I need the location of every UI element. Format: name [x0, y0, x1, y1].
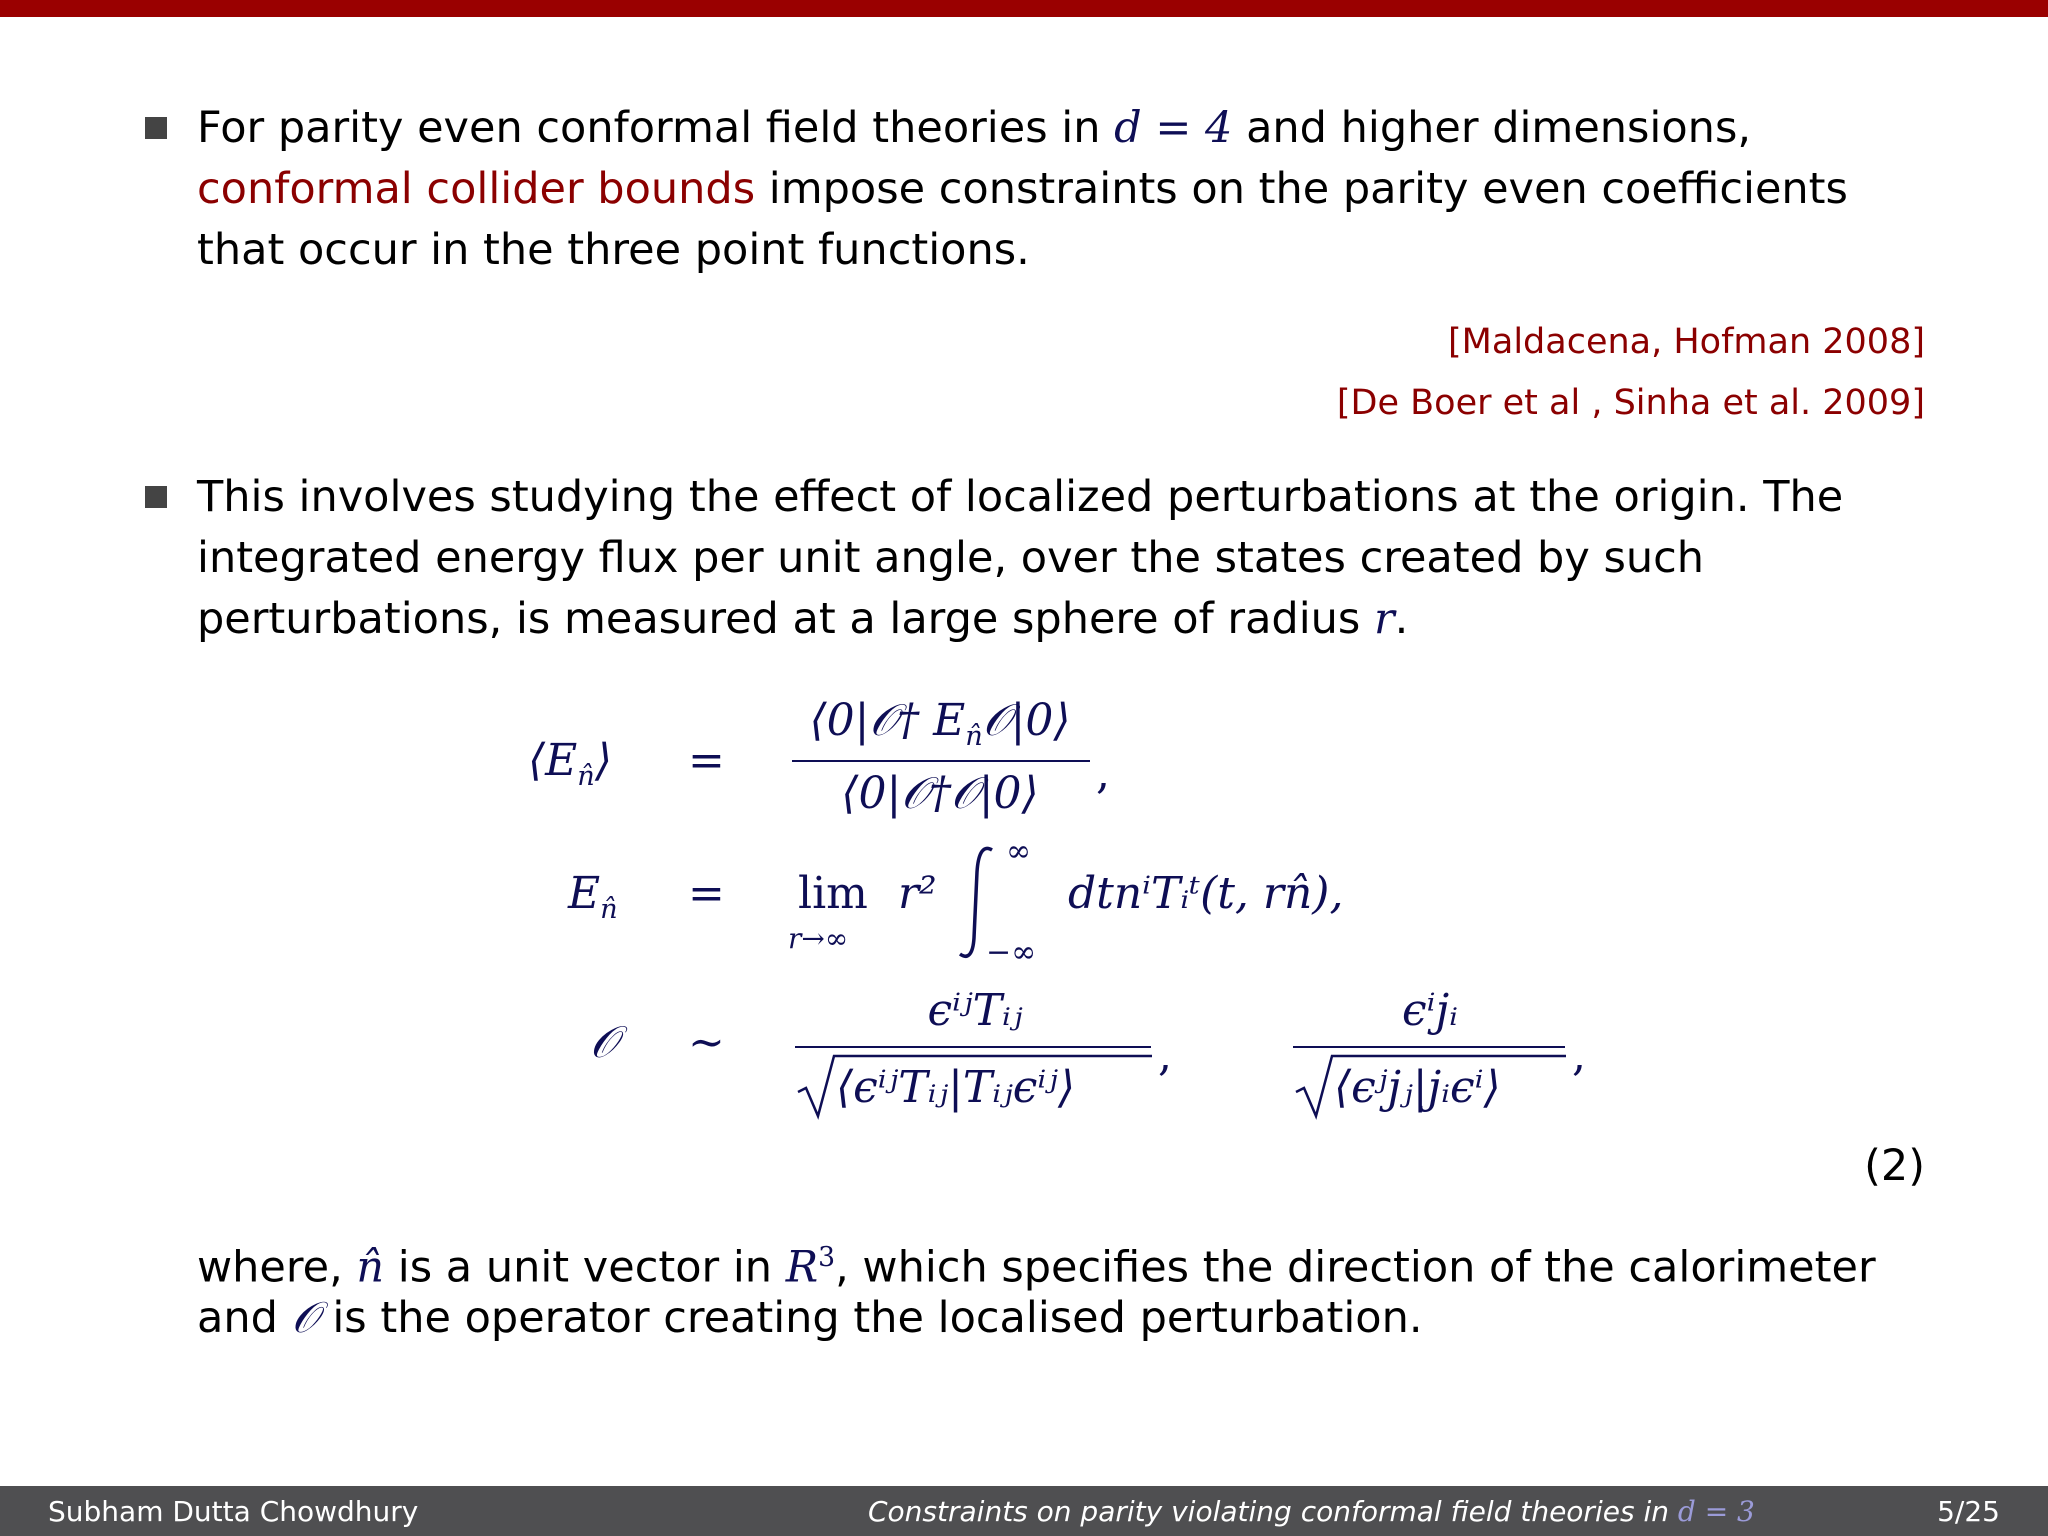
eq-row3b-comma: ,: [1572, 1030, 1586, 1081]
operator-O-symbol: 𝒪: [291, 1293, 319, 1343]
equation-number: (2): [1864, 1141, 1925, 1191]
bullet1-math-d4: d = 4: [1114, 103, 1233, 153]
eq-lhs1-sub: n̂: [577, 760, 595, 792]
closing-text-b: is a unit vector in: [384, 1242, 786, 1293]
footer-title-text: Constraints on parity violating conformal field theories in: [868, 1495, 1678, 1528]
eq-row1-comma: ,: [1096, 748, 1110, 799]
bullet2-line1: This involves studying the effect of localized perturbations at the origin. The: [197, 472, 1844, 522]
eq-row3-lhs: 𝒪: [590, 1017, 618, 1068]
eq-num1: ⟨0|𝒪† E: [809, 695, 966, 746]
closing-line2-text-a: and: [197, 1293, 292, 1343]
eq-row1-equals: =: [688, 735, 725, 786]
eq-row1-denominator: ⟨0|𝒪†𝒪|0⟩: [841, 768, 1039, 819]
conformal-collider-bounds-highlight: conformal collider bounds: [197, 164, 756, 214]
eq-row3b-denominator: ⟨ϵʲjⱼ|jᵢϵⁱ⟩: [1334, 1062, 1501, 1113]
reference-maldacena-hofman: [Maldacena, Hofman 2008]: [1448, 322, 1925, 362]
eq-row2-equals: =: [688, 868, 725, 919]
closing-text-c: , which specifies the direction of the calorimeter: [835, 1242, 1876, 1293]
eq-row1-lhs: [528, 735, 612, 792]
eq-lhs1: ⟨E: [528, 735, 578, 786]
closing-line2: [197, 1288, 1423, 1349]
eq-lhs2-sub: n̂: [600, 893, 618, 925]
closing-text-a: where,: [197, 1242, 357, 1293]
eq-row3a-numerator: ϵⁱʲTᵢⱼ: [927, 985, 1023, 1036]
top-accent-bar: [0, 0, 2048, 17]
eq-row1-fraction-bar: [792, 760, 1090, 762]
bullet1-line2-text: impose constraints on the parity even coefficients: [755, 164, 1848, 214]
bullet2-line3: [197, 589, 1408, 650]
eq-row3b-fraction-bar: [1293, 1046, 1565, 1048]
eq-limit: lim: [798, 868, 868, 919]
bullet1-line1: [197, 98, 1751, 159]
real-space-R: R: [785, 1242, 819, 1293]
eq-integral-lower: −∞: [986, 935, 1037, 970]
bullet2-line3-text-b: .: [1394, 594, 1409, 644]
eq-row3a-comma: ,: [1158, 1030, 1172, 1081]
eq-row3a-denominator: ⟨ϵⁱʲTᵢⱼ|Tᵢⱼϵⁱʲ⟩: [836, 1062, 1076, 1113]
eq-integral-upper: ∞: [1006, 834, 1031, 869]
eq-r-squared: r²: [898, 868, 937, 919]
bullet1-line3: that occur in the three point functions.: [197, 225, 1030, 275]
eq-integrand: dtnⁱTᵢᵗ(t, rn̂),: [1068, 868, 1344, 919]
bullet1-line1-text-b: and higher dimensions,: [1232, 103, 1752, 153]
closing-line2-text-b: is the operator creating the localised perturbation.: [318, 1293, 1423, 1343]
eq-lhs1-close: ⟩: [594, 735, 613, 786]
eq-limit-subscript: r→∞: [788, 922, 849, 955]
eq-row3b-numerator: ϵⁱjᵢ: [1402, 985, 1458, 1036]
radius-r-math: r: [1374, 594, 1395, 644]
bullet1-line2: [197, 159, 1848, 220]
real-space-exponent: 3: [818, 1242, 836, 1273]
unit-vector-n-hat: n̂: [356, 1242, 385, 1293]
footer-page-number: 5/25: [1937, 1495, 2000, 1528]
eq-lhs2: E: [568, 868, 601, 919]
eq-row3-sim: ∼: [688, 1017, 725, 1068]
eq-row3a-fraction-bar: [795, 1046, 1151, 1048]
bullet-marker-2: [145, 486, 167, 508]
footer-bar: [0, 1486, 2048, 1536]
bullet2-line2: integrated energy flux per unit angle, over the states created by such: [197, 533, 1704, 583]
bullet2-line3-text-a: perturbations, is measured at a large sphere of radius: [197, 594, 1374, 644]
footer-title: [868, 1495, 1755, 1528]
bullet1-line1-text-a: For parity even conformal field theories in: [197, 103, 1115, 153]
footer-author: Subham Dutta Chowdhury: [48, 1495, 419, 1528]
eq-row2-lhs: [568, 868, 618, 925]
bullet-marker-1: [145, 117, 167, 139]
eq-num1-b: 𝒪|0⟩: [982, 695, 1071, 746]
eq-num1-sub: n̂: [965, 720, 983, 752]
reference-de-boer-sinha: [De Boer et al , Sinha et al. 2009]: [1336, 383, 1925, 423]
eq-row1-numerator: [790, 695, 1090, 752]
footer-title-math: d = 3: [1677, 1495, 1755, 1528]
